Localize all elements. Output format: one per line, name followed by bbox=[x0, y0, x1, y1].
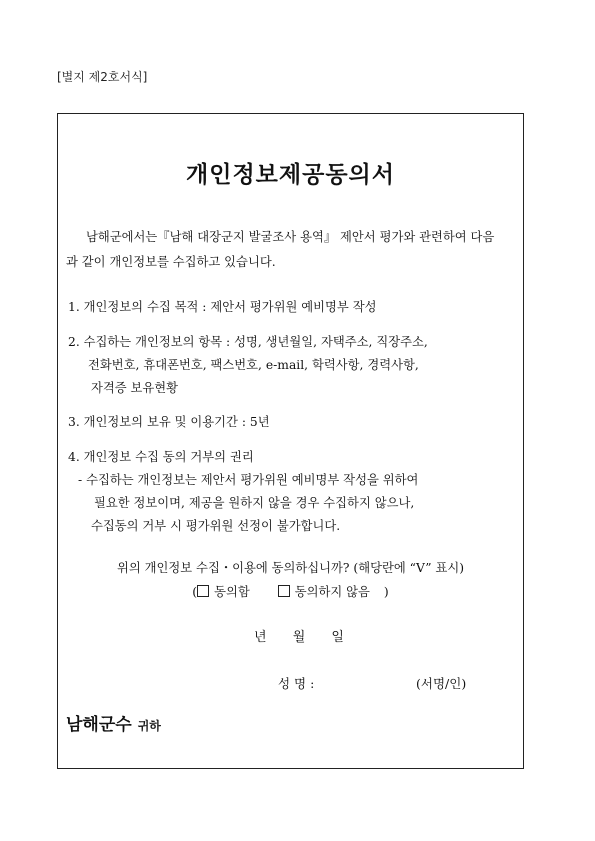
date-day: 일 bbox=[331, 630, 344, 645]
consent-form-frame bbox=[57, 113, 524, 769]
item-refusal-right-title: 4. 개인정보 수집 동의 거부의 권리 bbox=[68, 450, 254, 464]
date-month: 월 bbox=[292, 630, 306, 645]
item-collected-fields-1: 2. 수집하는 개인정보의 항목 : 성명, 생년월일, 자택주소, 직장주소, bbox=[68, 335, 428, 349]
item-collected-fields-2: 전화번호, 휴대폰번호, 팩스번호, e-mail, 학력사항, 경력사항, bbox=[88, 358, 419, 372]
addressee-honorific: 귀하 bbox=[137, 719, 161, 733]
disagree-label: 동의하지 않음 bbox=[294, 585, 370, 599]
agree-checkbox[interactable] bbox=[197, 585, 209, 597]
item-refusal-line-3: 수집동의 거부 시 평가위원 선정이 불가합니다. bbox=[91, 519, 341, 533]
item-refusal-line-2: 필요한 정보이며, 제공을 원하지 않을 경우 수집하지 않으나, bbox=[94, 496, 415, 510]
intro-line-1: 남해군에서는『남해 대장군지 발굴조사 용역』 제안서 평가와 관련하여 다음 bbox=[86, 230, 495, 244]
open-paren: ( bbox=[192, 585, 198, 599]
disagree-option[interactable] bbox=[278, 582, 370, 600]
date-year: 년 bbox=[254, 630, 267, 645]
item-collection-purpose: 1. 개인정보의 수집 목적 : 제안서 평가위원 예비명부 작성 bbox=[68, 300, 377, 314]
item-retention-period: 3. 개인정보의 보유 및 이용기간 : 5년 bbox=[68, 415, 270, 429]
addressee-org: 남해군수 bbox=[66, 715, 132, 735]
agree-option[interactable] bbox=[197, 582, 250, 600]
signature-name-label: 성 명 : bbox=[278, 676, 315, 691]
item-collected-fields-3: 자격증 보유현황 bbox=[91, 381, 179, 395]
intro-line-2: 과 같이 개인정보를 수집하고 있습니다. bbox=[66, 255, 276, 269]
document-title: 개인정보제공동의서 bbox=[186, 162, 395, 188]
form-number-label: [별지 제2호서식] bbox=[57, 70, 148, 84]
disagree-checkbox[interactable] bbox=[278, 585, 290, 597]
consent-question: 위의 개인정보 수집・이용에 동의하십니까? (해당란에 “V” 표시) bbox=[116, 561, 465, 575]
signature-seal-label: (서명/인) bbox=[416, 676, 467, 691]
item-refusal-line-1: - 수집하는 개인정보는 제안서 평가위원 예비명부 작성을 위하여 bbox=[78, 473, 419, 487]
date-line bbox=[254, 626, 366, 645]
addressee bbox=[66, 710, 161, 735]
close-paren: ) bbox=[383, 585, 389, 599]
agree-label: 동의함 bbox=[214, 585, 250, 599]
consent-options bbox=[58, 582, 523, 600]
